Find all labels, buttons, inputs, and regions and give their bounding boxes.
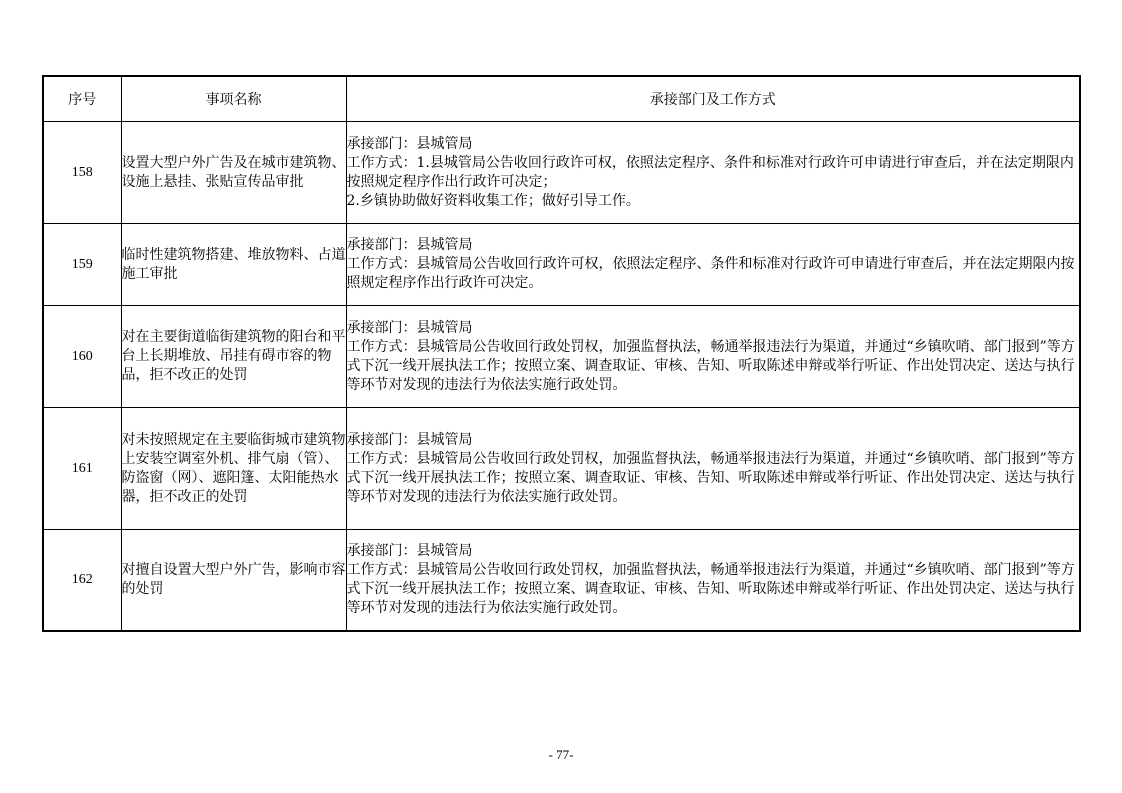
row-work-method-step-2: 2.乡镇协助做好资料收集工作；做好引导工作。: [346, 192, 640, 209]
row-department-and-method: [346, 224, 1080, 306]
table-row: [43, 408, 1080, 530]
row-work-method: 工作方式：县城管局公告收回行政处罚权，加强监督执法，畅通举报违法行为渠道，并通过“乡镇吹哨、部门报到”等方式下沉一线开展执法工作；按照立案、调查取证、审核、告知、听取陈述申辩或举行听证、作出处罚决定、送达与执行等环节对发现的违法行为依法实施行政处罚。: [346, 562, 1075, 616]
row-department: 承接部门：县城管局: [346, 135, 473, 152]
row-department-and-method: [346, 306, 1080, 408]
row-work-method: 工作方式：县城管局公告收回行政许可权，依照法定程序、条件和标准对行政许可申请进行审查后，并在法定期限内按照规定程序作出行政许可决定。: [346, 256, 1075, 291]
row-item-name: 对在主要街道临街建筑物的阳台和平台上长期堆放、吊挂有碍市容的物品，拒不改正的处罚: [121, 306, 346, 408]
table-row: [43, 306, 1080, 408]
row-serial-number: 159: [43, 224, 121, 306]
row-department: 承接部门：县城管局: [346, 431, 473, 448]
page-number: - 77-: [548, 747, 574, 762]
row-department-and-method: [346, 408, 1080, 530]
table-header-row: [43, 76, 1080, 122]
row-department-and-method: [346, 122, 1080, 224]
row-department-and-method: [346, 530, 1080, 632]
header-department-and-method: 承接部门及工作方式: [346, 76, 1080, 122]
row-department: 承接部门：县城管局: [346, 237, 473, 253]
table-row: [43, 224, 1080, 306]
header-serial-number: 序号: [43, 76, 121, 122]
table-row: [43, 122, 1080, 224]
row-serial-number: 160: [43, 306, 121, 408]
row-work-method: 工作方式：1.县城管局公告收回行政许可权，依照法定程序、条件和标准对行政许可申请进行审查后，并在法定期限内按照规定程序作出行政许可决定；: [346, 154, 1074, 190]
row-item-name: 临时性建筑物搭建、堆放物料、占道施工审批: [121, 224, 346, 306]
row-department: 承接部门：县城管局: [346, 319, 473, 336]
row-item-name: 设置大型户外广告及在城市建筑物、设施上悬挂、张贴宣传品审批: [121, 122, 346, 224]
row-serial-number: 161: [43, 408, 121, 530]
row-serial-number: 162: [43, 530, 121, 632]
header-item-name: 事项名称: [121, 76, 346, 122]
row-item-name: 对未按照规定在主要临街城市建筑物上安装空调室外机、排气扇（管）、防盗窗（网）、遮阳篷、太阳能热水器，拒不改正的处罚: [121, 408, 346, 530]
row-serial-number: 158: [43, 122, 121, 224]
table-row: [43, 530, 1080, 632]
row-work-method: 工作方式：县城管局公告收回行政处罚权，加强监督执法，畅通举报违法行为渠道，并通过“乡镇吹哨、部门报到”等方式下沉一线开展执法工作；按照立案、调查取证、审核、告知、听取陈述申辩或举行听证、作出处罚决定、送达与执行等环节对发现的违法行为依法实施行政处罚。: [346, 338, 1075, 393]
row-work-method: 工作方式：县城管局公告收回行政处罚权，加强监督执法，畅通举报违法行为渠道，并通过“乡镇吹哨、部门报到”等方式下沉一线开展执法工作；按照立案、调查取证、审核、告知、听取陈述申辩或举行听证、作出处罚决定、送达与执行等环节对发现的违法行为依法实施行政处罚。: [346, 450, 1075, 505]
items-table: [42, 75, 1081, 632]
row-department: 承接部门：县城管局: [346, 543, 473, 559]
row-item-name: 对擅自设置大型户外广告，影响市容的处罚: [121, 530, 346, 632]
